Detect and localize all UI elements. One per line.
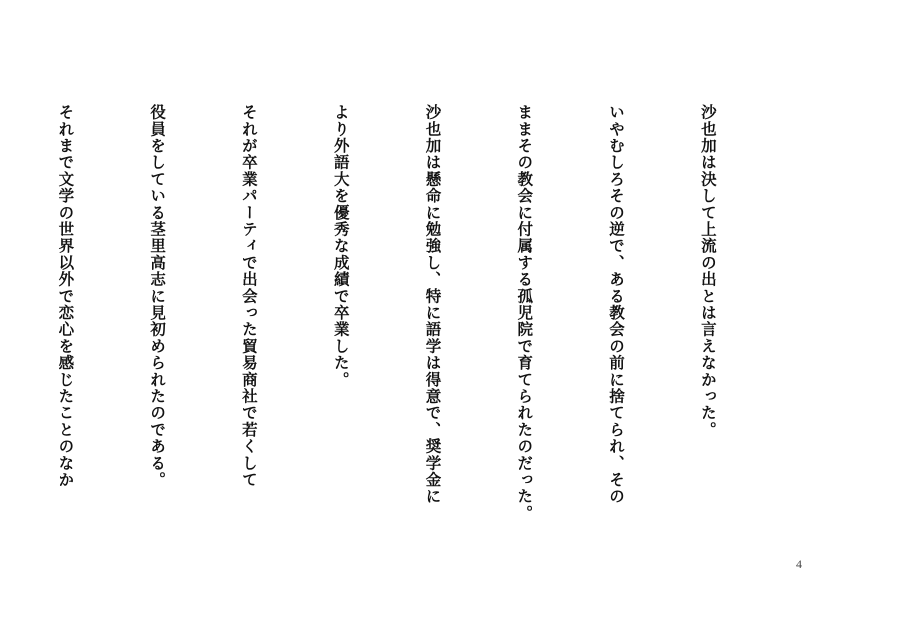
- text-line: それが卒業パーティで出会った貿易商社で若くして: [239, 104, 259, 489]
- page-number: 4: [796, 557, 802, 571]
- text-line: それまで文学の世界以外で恋心を感じたことのなか: [56, 104, 76, 489]
- vertical-text-body: [56, 104, 784, 554]
- text-line: より外語大を優秀な成績で卒業した。: [331, 104, 351, 388]
- text-line: 役員をしている茎里高志に見初められたのである。: [148, 104, 168, 489]
- text-line: いやむしろその逆で、ある教会の前に捨てられ、その: [607, 104, 627, 505]
- text-line: ままその教会に付属する孤児院で育てられたのだった。: [515, 104, 535, 522]
- text-line: 沙也加は決して上流の出とは言えなかった。: [698, 104, 718, 438]
- text-line: 沙也加は懸命に勉強し、特に語学は得意で、奨学金に: [423, 104, 443, 505]
